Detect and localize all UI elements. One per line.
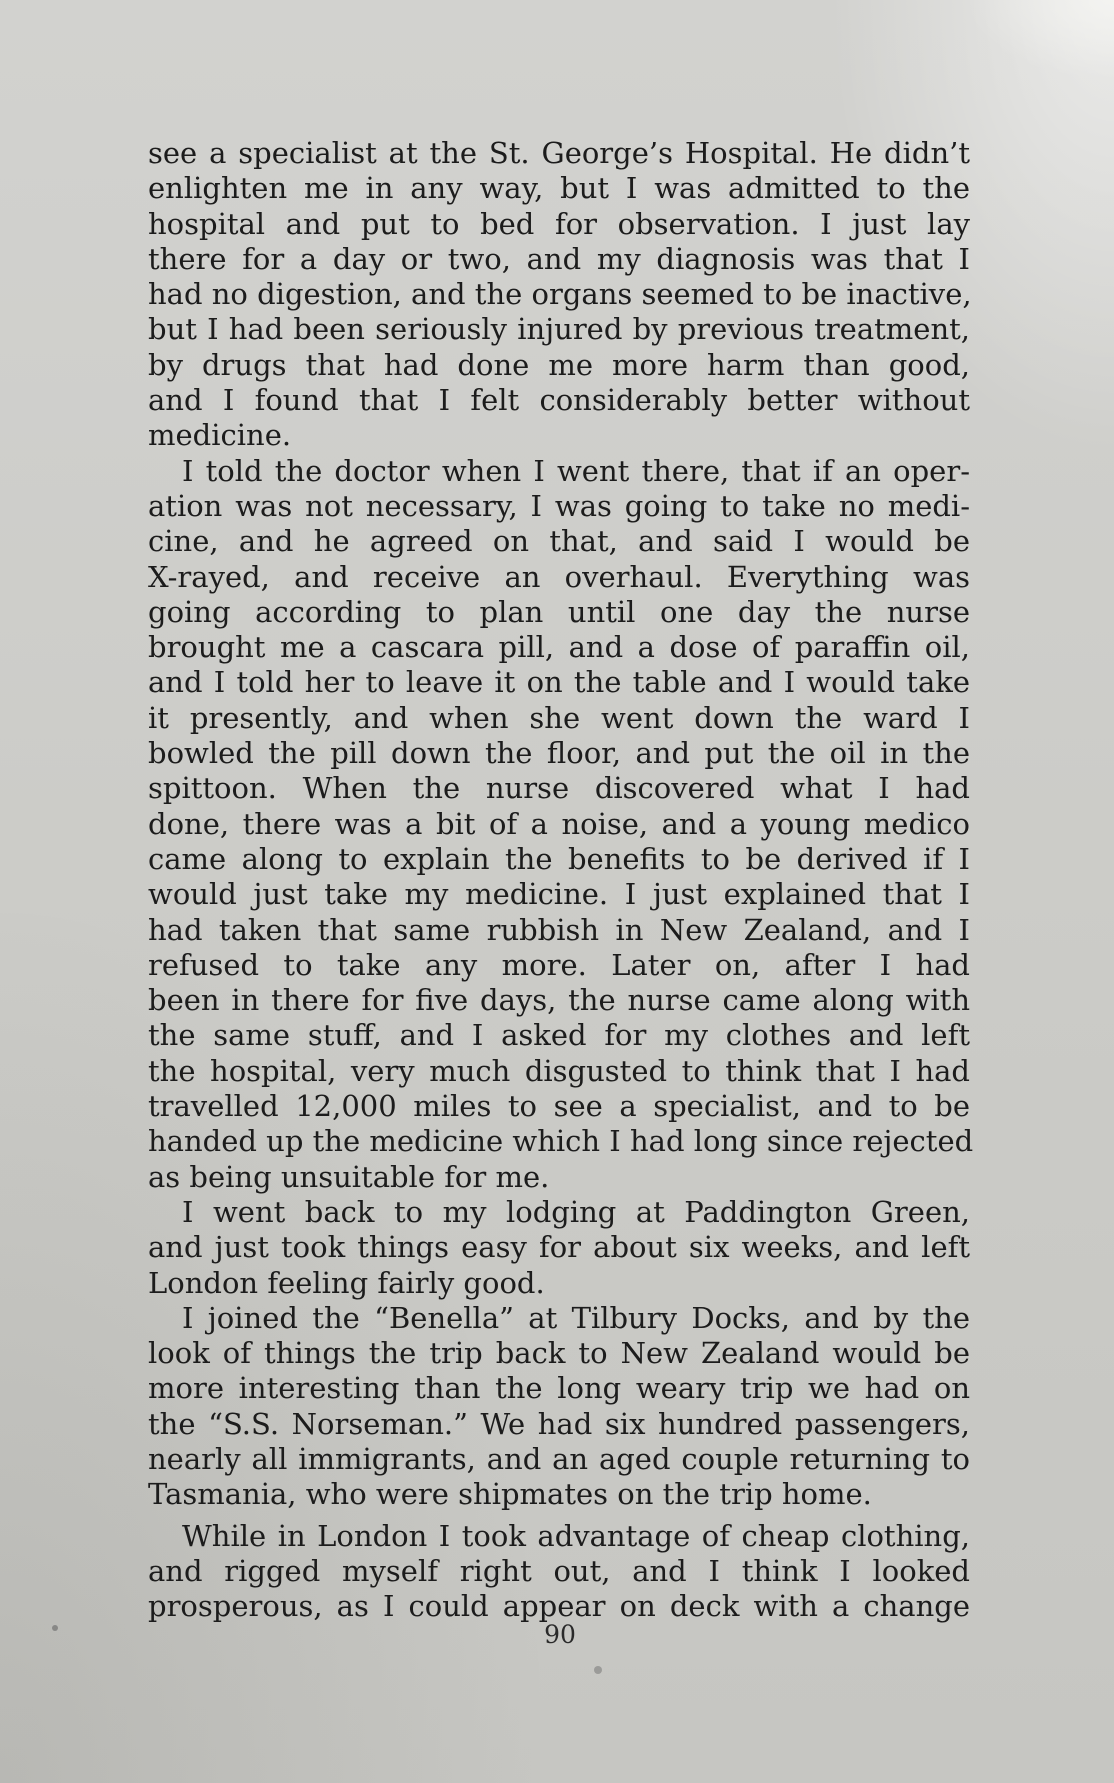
text-line: and just took things easy for about six weeks, and left [148,1230,970,1265]
text-line: refused to take any more. Later on, after I had [148,947,970,982]
text-line: more interesting than the long weary trip we had on [148,1371,970,1406]
text-line: as being unsuitable for me. [148,1159,550,1194]
text-line: and rigged myself right out, and I think I looked [148,1553,970,1588]
text-line: I joined the “Benella” at Tilbury Docks, and by the [182,1300,970,1335]
text-line: came along to explain the benefits to be derived if I [148,841,970,876]
text-line: hospital and put to bed for observation. I just lay [148,206,970,241]
text-line: there for a day or two, and my diagnosis was that I [148,241,970,276]
text-line: see a specialist at the St. George’s Hospital. He didn’t [148,136,970,170]
text-line: the hospital, very much disgusted to think that I had [148,1053,970,1088]
text-line: ation was not necessary, I was going to take no medi- [148,488,970,523]
text-line: bowled the pill down the floor, and put the oil in the [148,736,970,771]
text-line: spittoon. When the nurse discovered what I had [148,771,970,806]
page-number: 90 [544,1620,576,1649]
text-line: been in there for five days, the nurse came along with [148,983,970,1018]
paragraph-3 [148,1195,970,1301]
text-line: but I had been seriously injured by previous treatment, [148,312,970,347]
text-line: and I told her to leave it on the table and I would take [148,665,970,700]
text-line: had taken that same rubbish in New Zealand, and I [148,912,970,947]
text-line: the “S.S. Norseman.” We had six hundred passengers, [148,1406,970,1441]
paper-stain [964,0,1114,80]
text-line: the same stuff, and I asked for my clothes and left [148,1018,970,1053]
text-line: medicine. [148,418,292,453]
text-line: handed up the medicine which I had long since rejected [148,1124,974,1159]
text-line: going according to plan until one day the nurse [148,594,970,629]
text-line: enlighten me in any way, but I was admitted to the [148,171,970,206]
text-line: Tasmania, who were shipmates on the trip home. [148,1477,872,1512]
text-line: cine, and he agreed on that, and said I would be [148,524,970,559]
text-line: prosperous, as I could appear on deck with a change [148,1589,970,1624]
text-line: it presently, and when she went down the ward I [148,700,970,735]
paragraph-5 [148,1519,970,1625]
text-line: While in London I took advantage of cheap clothing, [182,1518,970,1553]
text-line: brought me a cascara pill, and a dose of paraffin oil, [148,630,970,665]
text-line: by drugs that had done me more harm than good, [148,347,970,382]
text-line: had no digestion, and the organs seemed to be inactive, [148,277,972,312]
paper-speck [594,1666,602,1674]
paragraph-4 [148,1301,970,1513]
text-line: done, there was a bit of a noise, and a young medico [148,806,970,841]
body-text [148,136,974,1624]
paper-speck [52,1625,58,1631]
text-line: nearly all immigrants, and an aged couple returning to [148,1441,970,1476]
text-line: look of things the trip back to New Zealand would be [148,1336,970,1371]
text-line: would just take my medicine. I just explained that I [148,877,970,912]
text-line: X-rayed, and receive an overhaul. Everything was [148,559,970,594]
paragraph-1 [148,136,970,454]
paragraph-2 [148,453,974,1195]
text-line: I went back to my lodging at Paddington Green, [182,1194,970,1229]
text-line: travelled 12,000 miles to see a specialist, and to be [148,1089,970,1124]
text-line: I told the doctor when I went there, that if an oper- [182,453,970,488]
text-line: London feeling fairly good. [148,1265,545,1300]
text-line: and I found that I felt considerably better without [148,383,970,418]
